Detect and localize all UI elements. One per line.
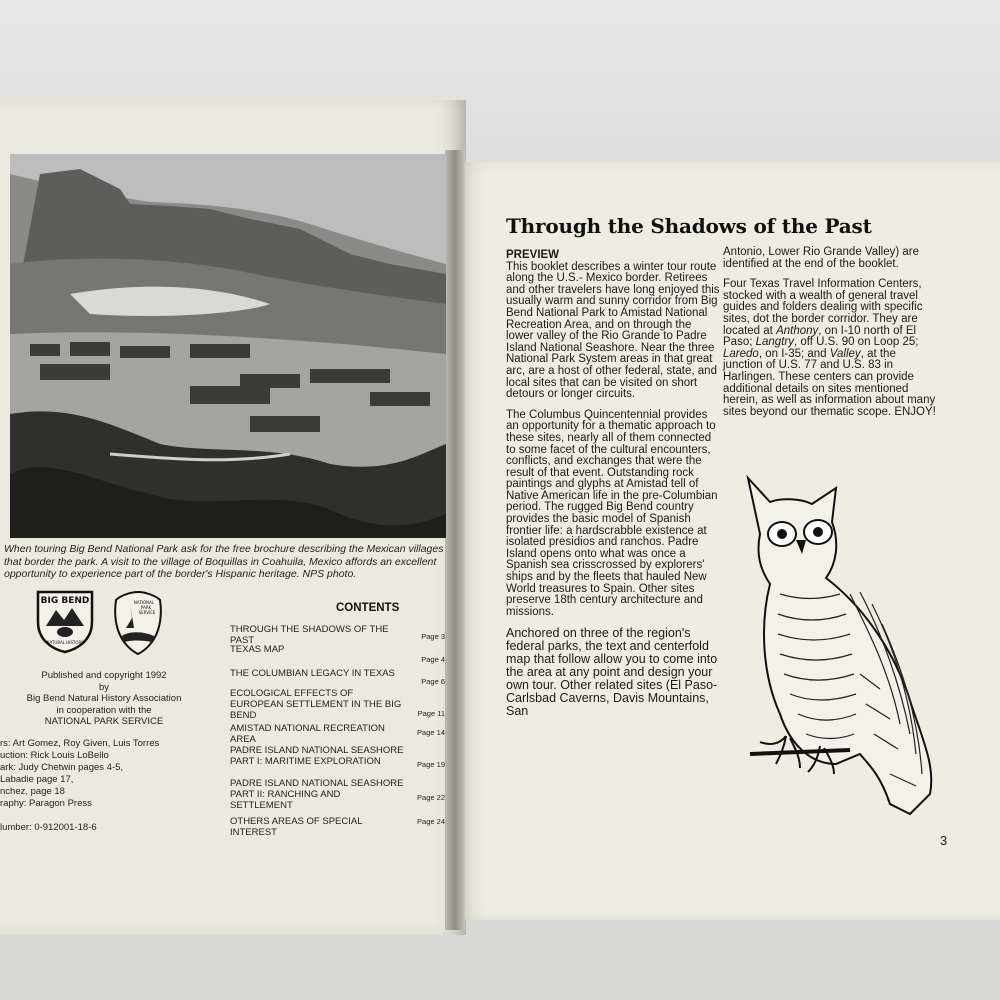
credit-line: raphy: Paragon Press	[0, 798, 92, 809]
credit-line: lumber: 0-912001-18-6	[0, 822, 97, 833]
toc-entry-page: Page 3	[421, 632, 445, 641]
text-span: , off U.S. 90 on Loop 25;	[793, 336, 919, 349]
toc-entry-page: Page 11	[417, 709, 445, 718]
svg-text:BIG BEND: BIG BEND	[40, 596, 90, 606]
publication-line: by	[98, 681, 110, 693]
publication-line: in cooperation with the	[56, 704, 152, 716]
publication-line: NATIONAL PARK SERVICE	[44, 716, 164, 727]
article-paragraph: The Columbus Quincentennial provides an opportunity for a thematic approach to these sites, nearly all of them connected to some facet of the cultural encounters, conflicts, and exchanges that were the result of that event. Outstanding rock paintings and glyphs at Amistad tell of Native American life in the pre-Columbian period. The rugged Big Bend country provides the basic model of Spanish frontier life: a hardscrabble existence at isolated presidios and ranchos. Padre Island opens onto what was once a Spanish sea crisscrossed by explorers' ships and by the fleets that hauled New World treasures to Spain. Other sites preserve 18th century architecture and missions.	[506, 408, 718, 618]
article-title: Through the Shadows of the Past	[506, 214, 872, 238]
text-span: , at the junction of U.S. 77 and U.S. 83 in Harlingen. These centers can provide additional details on sites mentioned herein, as well as information about many sites beyond our thematic scope. ENJOY!	[723, 347, 936, 418]
toc-entry-title: PADRE ISLAND NATIONAL SEASHORE PART I: MARITIME EXPLORATION	[230, 745, 404, 767]
big-bend-association-logo	[34, 586, 96, 659]
toc-entry-page: Page 4	[421, 655, 445, 664]
toc-entry-title: THROUGH THE SHADOWS OF THE PAST	[230, 624, 389, 646]
article-paragraph: Antonio, Lower Rio Grande Valley) are identified at the end of the booklet.	[723, 246, 920, 270]
text-span: , on I-10 north of El Paso;	[723, 324, 917, 349]
toc-entry-title: AMISTAD NATIONAL RECREATION AREA	[230, 723, 385, 745]
photo-caption: When touring Big Bend National Park ask for the free brochure describing the Mexican villages that border the park. A visit to the village of Boquillas in Coahuila, Mexico affords an excellent opportunity to experience part of the border's Hispanic heritage. NPS photo.	[4, 543, 444, 580]
toc-entry-page: Page 14	[417, 728, 445, 737]
great-horned-owl-illustration	[740, 474, 940, 829]
national-park-service-arrowhead-logo	[112, 590, 164, 661]
svg-text:PARK: PARK	[140, 605, 152, 610]
credit-line: ark: Judy Chetwin pages 4-5,	[0, 762, 124, 773]
credit-line: Labadie page 17,	[0, 774, 74, 785]
article-column-1	[506, 250, 721, 727]
credit-line: rs: Art Gomez, Roy Given, Luis Torres	[0, 738, 160, 749]
place-name: Laredo	[723, 347, 759, 360]
page-number: 3	[940, 833, 948, 848]
credit-line: uction: Rick Louis LoBello	[0, 750, 109, 761]
toc-entry-page: Page 24	[417, 817, 445, 826]
toc-entry-title: OTHERS AREAS OF SPECIAL INTEREST	[230, 816, 363, 838]
toc-entry-title: THE COLUMBIAN LEGACY IN TEXAS	[230, 668, 395, 679]
toc-entry-title: TEXAS MAP	[230, 644, 285, 655]
text-span: , on I-35; and	[758, 347, 830, 360]
toc-entry-title: ECOLOGICAL EFFECTS OF EUROPEAN SETTLEMENT IN THE BIG BEND	[230, 688, 402, 721]
book-gutter	[445, 150, 465, 930]
credit-line: nchez, page 18	[0, 786, 65, 797]
place-name: Anthony	[776, 324, 819, 337]
publication-line: Published and copyright 1992	[41, 670, 167, 681]
credits-list	[0, 738, 210, 834]
article-paragraph: This booklet describes a winter tour route along the U.S.- Mexico border. Retirees and other travelers have long enjoyed this usually warm and sunny corridor from Big Bend National Park to Amistad National Recreation Area, and on through the lower valley of the Rio Grande to Padre Island National Seashore. Near the three National Park System areas in that great arc, are a host of other federal, state, and local sites that can be visited on short detours or longer circuits.	[506, 260, 720, 401]
place-name: Langtry	[755, 336, 794, 349]
svg-text:NATURAL HISTORY: NATURAL HISTORY	[46, 640, 84, 645]
svg-text:SERVICE: SERVICE	[138, 610, 156, 615]
toc-entry-title: PADRE ISLAND NATIONAL SEASHORE PART II: RANCHING AND SETTLEMENT	[230, 778, 404, 811]
text-span: Four Texas Travel Information Centers, stocked with a wealth of general travel guides and folders dealing with specific sites, dot the border corridor. They are located at	[723, 278, 923, 337]
svg-text:NATIONAL: NATIONAL	[133, 600, 155, 605]
publication-info	[4, 670, 204, 728]
boquillas-village-photo	[10, 154, 446, 538]
toc-entry-page: Page 22	[417, 793, 445, 802]
contents-heading: CONTENTS	[336, 602, 400, 614]
credit-line	[0, 810, 210, 822]
article-column-2	[723, 247, 938, 427]
toc-entry-page: Page 6	[421, 677, 445, 686]
article-paragraph	[723, 279, 938, 418]
preview-heading: PREVIEW	[506, 249, 560, 261]
toc-entry-page: Page 19	[417, 760, 445, 769]
publication-line: Big Bend Natural History Association	[26, 693, 182, 704]
article-paragraph: Anchored on three of the region's federal parks, the text and centerfold map that follow allow you to come into the area at any point and design your own tour. Other related sites (El Paso-Carlsbad Caverns, Davis Mountains, San	[506, 626, 718, 719]
place-name: Valley	[829, 347, 861, 360]
